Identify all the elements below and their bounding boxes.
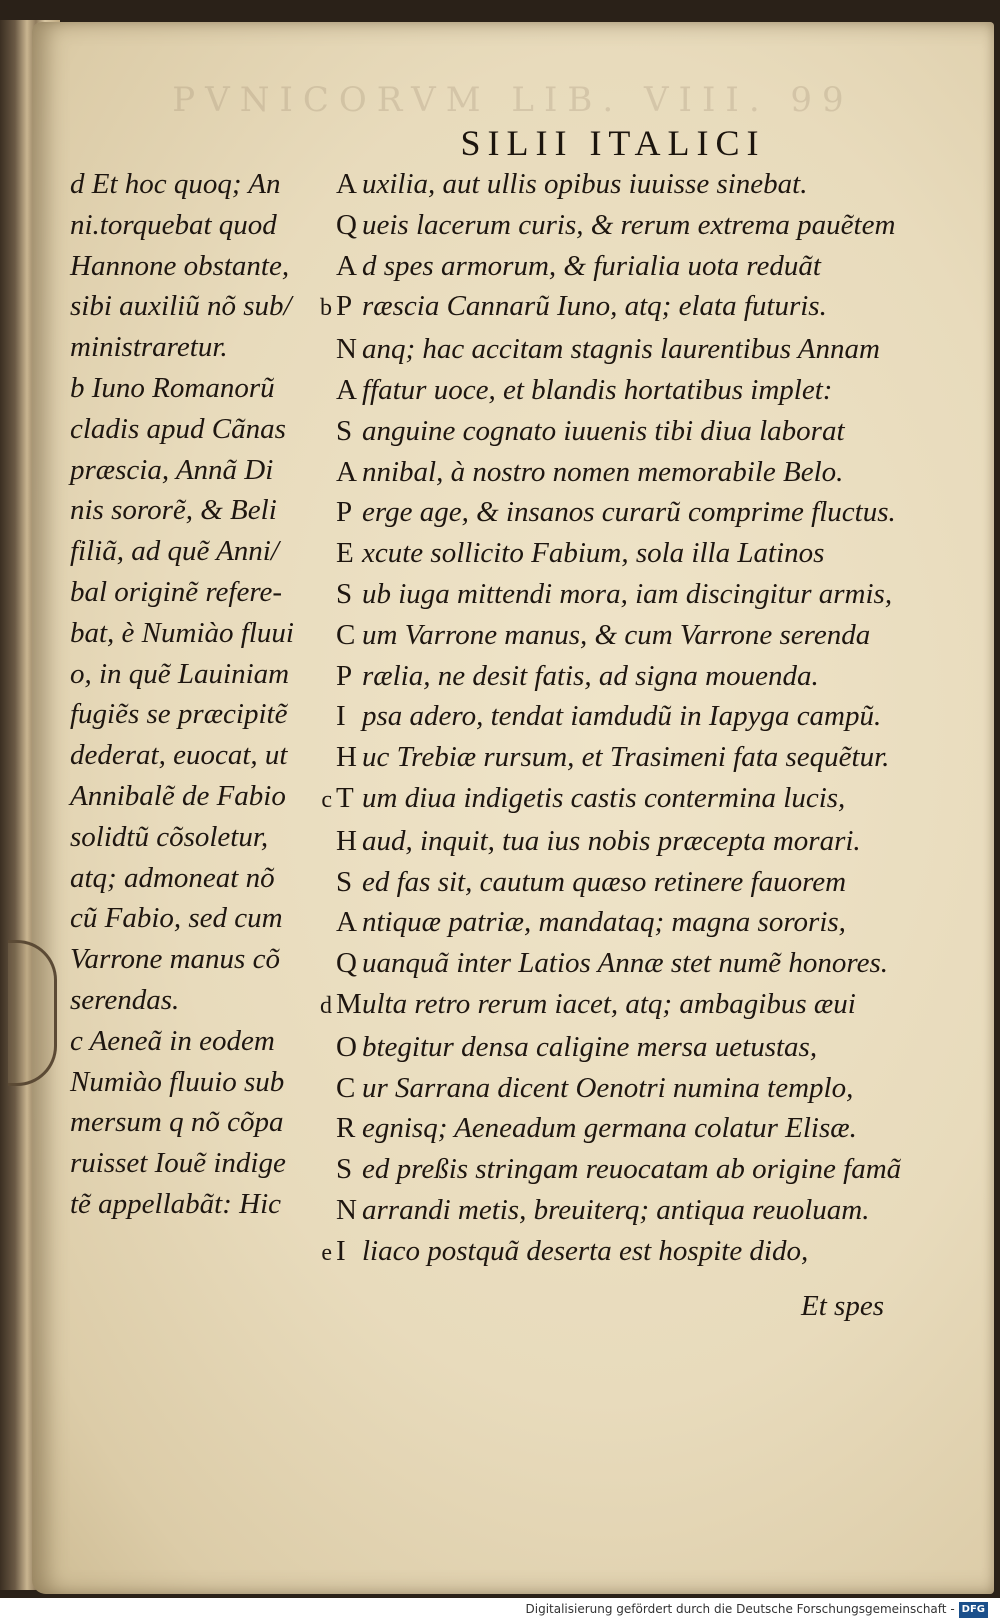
verse-line <box>312 1068 952 1109</box>
gloss-line: cladis apud Cãnas <box>70 412 286 445</box>
verse-line <box>312 1231 952 1274</box>
verse-text: ffatur uoce, et blandis hortatibus implet: <box>362 373 833 406</box>
bleed-through-text: PVNICORVM LIB. VIII. 99 <box>172 80 854 120</box>
catchword: Et spes <box>801 1290 884 1322</box>
verse-line <box>312 329 952 370</box>
verse-text: rælia, ne desit fatis, ad signa mouenda. <box>362 659 819 692</box>
footer-credit <box>0 1598 1000 1620</box>
verse-initial: S <box>336 414 353 447</box>
verse-column <box>312 164 952 1274</box>
verse-text: uc Trebiæ rursum, et Trasimeni fata sequẽtur. <box>362 741 890 774</box>
verse-initial: S <box>336 577 353 610</box>
verse-text: ed preßis stringam reuocatam ab origine famã <box>362 1153 902 1186</box>
gloss-line: Varrone manus cõ <box>70 943 280 976</box>
verse-line <box>312 411 952 452</box>
gloss-line: o, in quẽ Lauiniam <box>70 657 290 690</box>
verse-line <box>312 696 952 737</box>
verse-line <box>312 205 952 246</box>
running-header: SILII ITALICI <box>460 123 766 163</box>
verse-text: um diua indigetis castis contermina lucis, <box>362 781 846 814</box>
verse-initial: T <box>336 781 354 814</box>
gloss-line: bat, è Numiào fluui <box>70 616 294 649</box>
verse-initial: H <box>336 824 357 857</box>
verse-line <box>312 656 952 697</box>
verse-initial: A <box>336 168 357 200</box>
verse-text: aud, inquit, tua ius nobis præcepta morari. <box>362 824 861 857</box>
verse-line <box>312 615 952 656</box>
book-clasp <box>8 940 57 1086</box>
verse-text: liaco postquã deserta est hospite dido, <box>362 1234 809 1267</box>
verse-initial: Q <box>336 208 357 241</box>
verse-initial: P <box>336 496 353 529</box>
verse-initial: H <box>336 741 357 774</box>
verse-text: xcute sollicito Fabium, sola illa Latinos <box>362 537 825 570</box>
verse-initial: M <box>336 987 362 1020</box>
verse-text: ulta retro rerum iacet, atq; ambagibus æui <box>362 987 856 1020</box>
verse-text: ntiquæ patriæ, mandataq; magna sororis, <box>362 906 846 939</box>
verse-text: um Varrone manus, & cum Varrone serenda <box>362 618 871 651</box>
gloss-line: ministraretur. <box>70 331 228 364</box>
verse-initial: I <box>336 700 346 733</box>
verse-line <box>312 492 952 533</box>
verse-line <box>312 821 952 862</box>
verse-line <box>312 370 952 411</box>
verse-text: ur Sarrana dicent Oenotri numina templo, <box>362 1071 854 1104</box>
verse-text: ed fas sit, cautum quæso retinere fauorem <box>362 865 847 898</box>
verse-initial: S <box>336 865 353 898</box>
verse-initial: P <box>336 659 353 692</box>
verse-line <box>312 1149 952 1190</box>
verse-line <box>312 902 952 943</box>
verse-initial: A <box>336 455 357 488</box>
verse-line <box>312 246 952 287</box>
book-page <box>32 22 994 1594</box>
verse-line <box>312 452 952 493</box>
gloss-line: tẽ appellabãt: Hic <box>70 1187 282 1220</box>
verse-initial: R <box>336 1112 356 1145</box>
gloss-line: Numiào fluuio sub <box>70 1065 285 1098</box>
verse-line <box>312 286 952 329</box>
gloss-line: serendas. <box>70 983 180 1016</box>
verse-initial: N <box>336 1193 357 1226</box>
verse-line <box>312 737 952 778</box>
verse-text: uxilia, aut ullis opibus iuuisse sinebat. <box>362 168 808 200</box>
gloss-reference-mark: d <box>320 992 332 1019</box>
marginal-gloss <box>70 164 338 1225</box>
verse-initial: A <box>336 249 357 282</box>
verse-text: ub iuga mittendi mora, iam discingitur armis, <box>362 577 893 610</box>
verse-initial: Q <box>336 947 357 980</box>
gloss-line: atq; admoneat nõ <box>70 861 275 894</box>
gloss-reference-mark: e <box>321 1239 332 1266</box>
verse-text: nnibal, à nostro nomen memorabile Belo. <box>362 455 844 488</box>
gloss-line: fugiẽs se præcipitẽ <box>70 698 288 731</box>
gloss-line: filiã, ad quẽ Anni/ <box>70 535 279 568</box>
gloss-line: ruisset Iouẽ indige <box>70 1147 286 1180</box>
gloss-line: sibi auxiliũ nõ sub/ <box>70 290 292 323</box>
verse-line <box>312 533 952 574</box>
verse-initial: I <box>336 1234 346 1267</box>
verse-initial: C <box>336 1071 356 1104</box>
gloss-reference-mark: b <box>320 295 332 322</box>
verse-text: arrandi metis, breuiterq; antiqua reuoluam. <box>362 1193 870 1226</box>
gloss-line: mersum q nõ cõpa <box>70 1106 284 1139</box>
verse-text: uanquã inter Latios Annæ stet numẽ honores. <box>362 947 889 980</box>
gloss-line: nis sororẽ, & Beli <box>70 494 277 527</box>
gloss-line: præscia, Annã Di <box>70 453 274 486</box>
verse-initial: C <box>336 618 356 651</box>
verse-initial: S <box>336 1153 353 1186</box>
verse-text: ueis lacerum curis, & rerum extrema pauẽtem <box>362 208 896 241</box>
verse-initial: O <box>336 1030 357 1063</box>
gloss-line: bal originẽ refere- <box>70 575 283 608</box>
verse-line <box>312 778 952 821</box>
gloss-line: Annibalẽ de Fabio <box>70 779 286 812</box>
verse-line <box>312 943 952 984</box>
verse-initial: E <box>336 537 354 570</box>
gloss-line: cũ Fabio, sed cum <box>70 902 283 935</box>
gloss-line: solidtũ cõsoletur, <box>70 820 269 853</box>
gloss-line: d Et hoc quoq; An <box>70 168 281 200</box>
gloss-line: ni.torquebat quod <box>70 208 277 241</box>
verse-text: d spes armorum, & furialia uota reduãt <box>362 249 821 282</box>
gloss-reference-mark: c <box>321 786 332 813</box>
gloss-line: dederat, euocat, ut <box>70 739 288 772</box>
verse-line <box>312 984 952 1027</box>
dfg-logo: DFG <box>959 1602 988 1618</box>
verse-line <box>312 1027 952 1068</box>
verse-text: ræscia Cannarũ Iuno, atq; elata futuris. <box>362 290 827 323</box>
footer-text: Digitalisierung gefördert durch die Deutsche Forschungsgemeinschaft - <box>525 1602 955 1616</box>
gloss-line: b Iuno Romanorũ <box>70 371 275 404</box>
verse-initial: P <box>336 290 353 323</box>
verse-line <box>312 164 952 205</box>
verse-line <box>312 862 952 903</box>
verse-text: erge age, & insanos curarũ comprime fluctus. <box>362 496 896 529</box>
verse-text: psa adero, tendat iamdudũ in Iapyga campũ. <box>362 700 882 733</box>
verse-line <box>312 1190 952 1231</box>
verse-text: anguine cognato iuuenis tibi diua laborat <box>362 414 845 447</box>
verse-text: btegitur densa caligine mersa uetustas, <box>362 1030 818 1063</box>
verse-initial: N <box>336 333 357 366</box>
verse-initial: A <box>336 373 357 406</box>
verse-text: anq; hac accitam stagnis laurentibus Annam <box>362 333 880 366</box>
verse-text: egnisq; Aeneadum germana colatur Elisæ. <box>362 1112 857 1145</box>
verse-line <box>312 1108 952 1149</box>
gloss-line: Hannone obstante, <box>70 249 290 282</box>
gloss-line: c Aeneã in eodem <box>70 1024 275 1057</box>
verse-line <box>312 574 952 615</box>
verse-initial: A <box>336 906 357 939</box>
